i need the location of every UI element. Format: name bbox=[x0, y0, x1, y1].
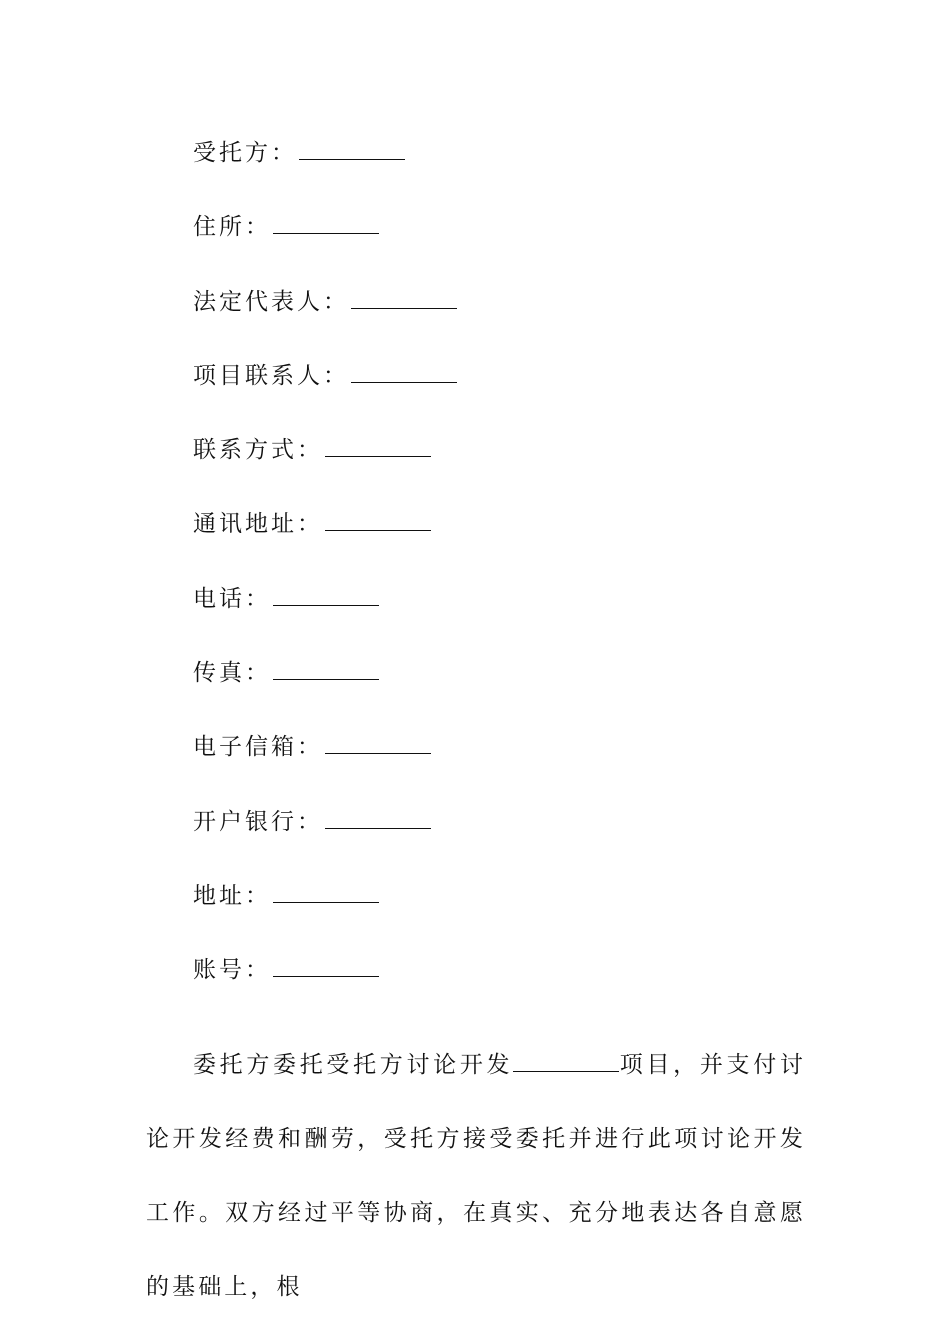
fill-blank bbox=[273, 655, 379, 680]
fill-blank bbox=[273, 878, 379, 903]
field-legal-representative bbox=[193, 282, 457, 356]
field-contact-method bbox=[193, 430, 457, 504]
field-bank bbox=[193, 802, 457, 876]
paragraph-text-before: 委托方委托受托方讨论开发 bbox=[193, 1052, 514, 1078]
field-label: 账号： bbox=[193, 957, 271, 984]
field-label: 项目联系人： bbox=[193, 362, 349, 389]
field-label: 联系方式： bbox=[193, 437, 323, 464]
field-label: 通讯地址： bbox=[193, 511, 323, 538]
field-label: 受托方： bbox=[193, 140, 297, 166]
project-name-blank bbox=[513, 1047, 619, 1072]
field-trustee bbox=[193, 133, 457, 207]
paragraph-text-after: 项目，并支付讨论开发经费和酬劳，受托方接受委托并进行此项讨论开发工作。双方经过平等协商，在真实、充分地表达各自意愿的基础上，根 bbox=[146, 1052, 807, 1300]
contract-paragraph bbox=[146, 1028, 806, 1324]
field-fax bbox=[193, 653, 457, 727]
fill-blank bbox=[273, 581, 379, 606]
fill-blank bbox=[273, 209, 379, 234]
field-label: 电话： bbox=[193, 585, 271, 612]
field-domicile bbox=[193, 207, 457, 281]
field-label: 法定代表人： bbox=[193, 288, 349, 315]
field-address bbox=[193, 876, 457, 950]
field-label: 电子信箱： bbox=[193, 734, 323, 761]
fill-blank bbox=[325, 506, 431, 531]
field-label: 住所： bbox=[193, 214, 271, 241]
fill-blank bbox=[273, 952, 379, 977]
fill-blank bbox=[299, 135, 405, 160]
field-phone bbox=[193, 579, 457, 653]
field-project-contact bbox=[193, 356, 457, 430]
field-label: 地址： bbox=[193, 882, 271, 909]
field-account-number bbox=[193, 950, 457, 1024]
field-label: 传真： bbox=[193, 660, 271, 687]
field-mailing-address bbox=[193, 504, 457, 578]
field-email bbox=[193, 727, 457, 801]
party-info-list bbox=[193, 133, 457, 1025]
fill-blank bbox=[325, 804, 431, 829]
fill-blank bbox=[325, 432, 431, 457]
fill-blank bbox=[325, 729, 431, 754]
field-label: 开户银行： bbox=[193, 808, 323, 835]
fill-blank bbox=[351, 358, 457, 383]
fill-blank bbox=[351, 284, 457, 309]
